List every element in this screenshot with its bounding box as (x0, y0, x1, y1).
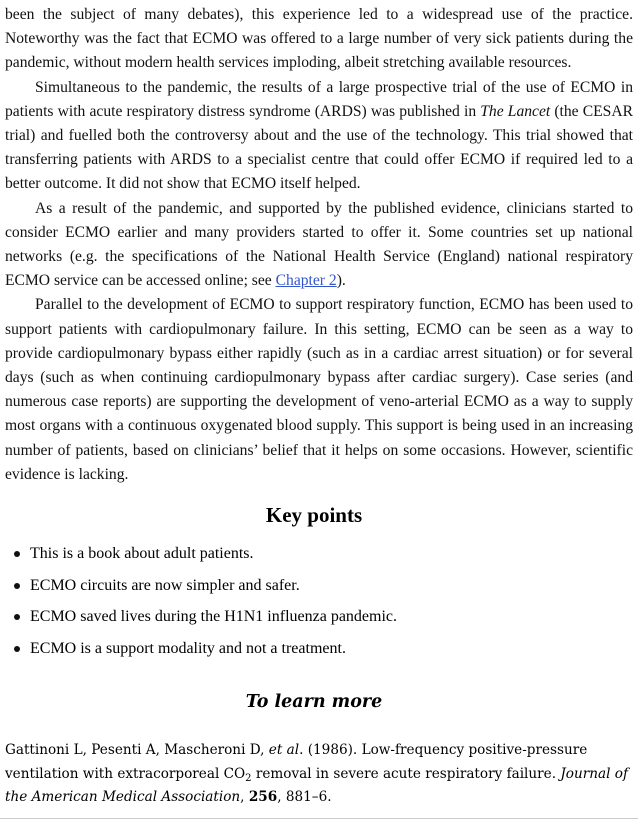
paragraph-1-text: been the subject of many debates), this experience led to a widespread use of the practice. Noteworthy was the fact that ECMO was offered to a large number of very sick patients during the pandemic, without modern health services imploding, albeit stretching available resources. (5, 6, 633, 72)
list-item (0, 605, 628, 637)
key-point-text: This is a book about adult patients. (30, 545, 254, 562)
bullet-icon (14, 646, 20, 652)
reference-et-al: et al (268, 742, 300, 758)
list-item (0, 574, 628, 606)
reference-authors: Gattinoni L, Pesenti A, Mascheroni D, (5, 742, 269, 758)
reference-journal: Journal of the American Medical Association (5, 765, 628, 805)
reference-volume: 256 (248, 789, 278, 805)
reference-title: . (1986). Low-frequency positive-pressure ventilation with extracorporeal CO (5, 742, 588, 782)
key-point-text: ECMO saved lives during the H1N1 influenza pandemic. (30, 608, 398, 626)
reference-title-end: removal in severe acute respiratory failure. (251, 765, 561, 782)
reference-subscript: 2 (245, 772, 252, 784)
key-point-text: ECMO circuits are now simpler and safer. (30, 576, 300, 594)
list-item (0, 637, 628, 669)
paragraph-2-text-b: (the CESAR trial) and fuelled both the controversy about and the use of the technology. This trial showed that transferring patients with ARDS to a specialist centre that could offer ECMO if required led to a better outcome. It did not show that ECMO itself helped. (5, 102, 633, 193)
bullet-icon (14, 551, 20, 557)
reference-entry (5, 739, 633, 810)
key-points-heading: Key points (265, 503, 363, 527)
paragraph-2 (5, 76, 633, 197)
paragraph-4 (5, 293, 633, 487)
reference-separator: , (240, 789, 249, 805)
key-points-list (0, 542, 628, 668)
bullet-icon (14, 614, 20, 620)
paragraph-3-text-b: ). (336, 272, 346, 290)
reference-pages: , 881–6. (277, 789, 332, 805)
bullet-icon (14, 583, 20, 589)
list-item (0, 542, 628, 574)
chapter-2-link[interactable]: Chapter 2 (275, 272, 337, 290)
paragraph-2-text-a: Simultaneous to the pandemic, the results of a large prospective trial of the use of ECMO in patients with acute respiratory distress syndrome (ARDS) was published in (5, 78, 633, 120)
paragraph-3 (5, 197, 633, 294)
key-point-text: ECMO is a support modality and not a treatment. (30, 639, 346, 657)
to-learn-more-heading: To learn more (245, 692, 383, 712)
page-divider (0, 818, 638, 819)
paragraph-4-text: Parallel to the development of ECMO to support respiratory function, ECMO has been used to support patients with cardiopulmonary failure. In this setting, ECMO can be seen as a way to provide cardiopulmonary bypass either rapidly (such as in a cardiac arrest situation) or for several days (such as when continuing cardiopulmonary bypass after cardiac surgery). Case series (and numerous case reports) are supporting the development of veno-arterial ECMO as a way to supply most organs with a continuous oxygenated blood supply. This support is being used in an increasing number of patients, based on clinicians’ belief that it helps on some occasions. However, scientific evidence is lacking. (5, 296, 633, 483)
paragraph-3-text-a: As a result of the pandemic, and supported by the published evidence, clinicians started to consider ECMO earlier and many providers started to offer it. Some countries set up national networks (e.g. the specifications of the National Health Service (England) national respiratory ECMO service can be accessed online; see (5, 199, 633, 290)
page-content (5, 0, 633, 487)
journal-name-lancet: The Lancet (480, 102, 551, 120)
paragraph-1 (5, 3, 633, 76)
